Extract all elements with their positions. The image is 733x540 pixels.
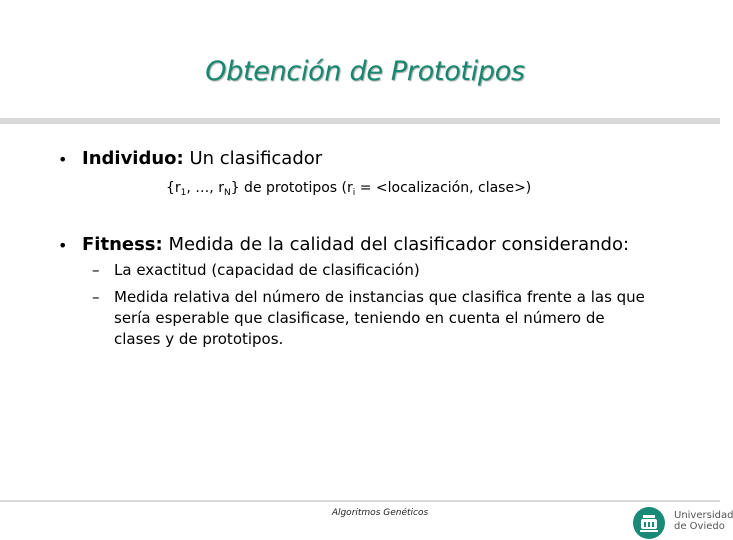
item2-line	[82, 233, 629, 257]
formula-open: {r	[166, 180, 181, 196]
footer-divider	[0, 500, 720, 502]
formula-tail: = <localización, clase>)	[355, 180, 532, 196]
formula-sub1: 1	[180, 188, 187, 198]
formula-subN: N	[223, 188, 231, 198]
item1-formula	[166, 178, 531, 198]
subitem-dash-1: –	[92, 261, 100, 279]
item2-text: Medida de la calidad del clasificador considerando:	[162, 234, 630, 255]
title-divider	[0, 118, 720, 124]
item1-term: Individuo:	[82, 148, 184, 169]
bullet-2: •	[58, 236, 68, 255]
item1-line	[82, 147, 322, 171]
slide-title: Obtención de Prototipos	[205, 56, 525, 87]
item2-term: Fitness:	[82, 234, 163, 255]
subitem-text-1: La exactitud (capacidad de clasificación)	[114, 261, 420, 279]
footer-text: Algoritmos Genéticos	[331, 508, 429, 518]
logo-line1: Universidad	[674, 510, 733, 521]
formula-mid: , …, r	[186, 180, 224, 196]
subitem-dash-2: –	[92, 288, 100, 306]
formula-subi: i	[352, 188, 356, 198]
logo-text	[674, 510, 733, 532]
logo-line2: de Oviedo	[674, 521, 725, 532]
university-logo-icon	[632, 506, 666, 540]
formula-close: } de prototipos (r	[230, 180, 353, 196]
item1-text: Un clasificador	[183, 148, 323, 169]
subitem-text-2: Medida relativa del número de instancias que clasifica frente a las que sería esperable que clasificase, teniendo en cuenta el número de clases y de prototipos.	[114, 288, 645, 348]
bullet-1: •	[58, 150, 68, 169]
title-area	[0, 0, 720, 118]
